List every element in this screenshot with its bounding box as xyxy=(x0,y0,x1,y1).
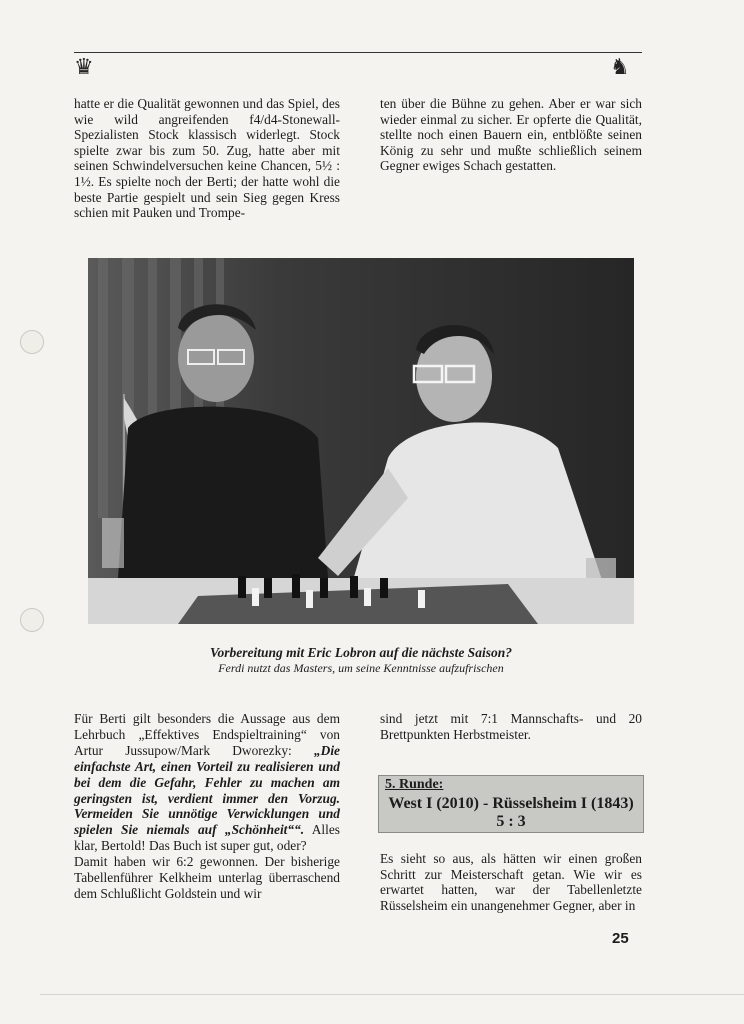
photo-chess-players xyxy=(88,258,634,624)
book-quote: „Die einfachste Art, einen Vorteil zu realisieren und bei dem die Gefahr, Fehler zu machen am geringsten ist, verdient immer den Vorzug. Vermeiden Sie unnötige Verwicklungen und spielen Sie niemals auf „Schönheit““. xyxy=(74,742,340,838)
paragraph: hatte er die Qualität gewonnen und das Spiel, des wie wild angreifenden f4/d4-Stonewall-Spezialisten Stock klassisch widerlegt. Stock spielte zwar bis zum 50. Zug, hatte aber mit seinen Schwindelversuchen keine Chancen, 5½ : 1½. Es spielte noch der Berti; der hatte wohl die beste Partie gespielt und sein Sieg gegen Kress schien mit Pauken und Trompe- xyxy=(74,96,340,221)
round-result-box xyxy=(378,775,644,833)
paragraph: ten über die Bühne zu gehen. Aber er war sich wieder einmal zu sicher. Er opferte die Qualität, stellte noch einen Bauern ein, entblößte seinen König zu sehr und mußte schließlich seinem Gegner ewiges Schach gestatten. xyxy=(380,96,642,174)
paragraph: Es sieht so aus, als hätten wir einen großen Schritt zur Meisterschaft getan. Wie wir es erwartet hatten, war der Tabellenletzte Rüsselsheim ein unangenehmer Gegner, aber in xyxy=(380,851,642,914)
punch-hole-bottom xyxy=(20,608,44,632)
paragraph-after-quote: Alles klar, Bertold! Das Buch ist super gut, oder? xyxy=(74,822,341,854)
knight-icon: ♞ xyxy=(610,54,630,79)
column-top-left xyxy=(74,96,340,221)
paragraph xyxy=(74,711,340,854)
column-bottom-left xyxy=(74,711,340,902)
page-number: 25 xyxy=(612,930,629,947)
header-rule xyxy=(74,52,642,53)
punch-hole-top xyxy=(20,330,44,354)
paragraph: Damit haben wir 6:2 gewonnen. Der bisherige Tabellenführer Kelkheim unterlag überraschend dem Schlußlicht Goldstein und wir xyxy=(74,854,340,901)
paragraph: sind jetzt mit 7:1 Mannschafts- und 20 Brettpunkten Herbstmeister. xyxy=(380,711,642,742)
photo-caption-main: Vorbereitung mit Eric Lobron auf die nächste Saison? xyxy=(210,645,512,660)
column-top-right xyxy=(380,96,642,174)
round-label: 5. Runde: xyxy=(385,777,444,792)
page-edge xyxy=(40,994,744,995)
column-bottom-right-continued xyxy=(380,851,642,914)
photo-caption-sub: Ferdi nutzt das Masters, um seine Kenntnisse aufzufrischen xyxy=(218,661,504,675)
crown-icon: ♛ xyxy=(74,54,94,79)
column-bottom-right xyxy=(380,711,642,742)
match-score: 5 : 3 xyxy=(496,813,526,830)
match-title: West I (2010) - Rüsselsheim I (1843) xyxy=(388,795,634,812)
paragraph-intro: Für Berti gilt besonders die Aussage aus dem Lehrbuch „Effektives Endspieltraining“ von Artur Jussupow/Mark Dworezky: xyxy=(74,711,340,758)
